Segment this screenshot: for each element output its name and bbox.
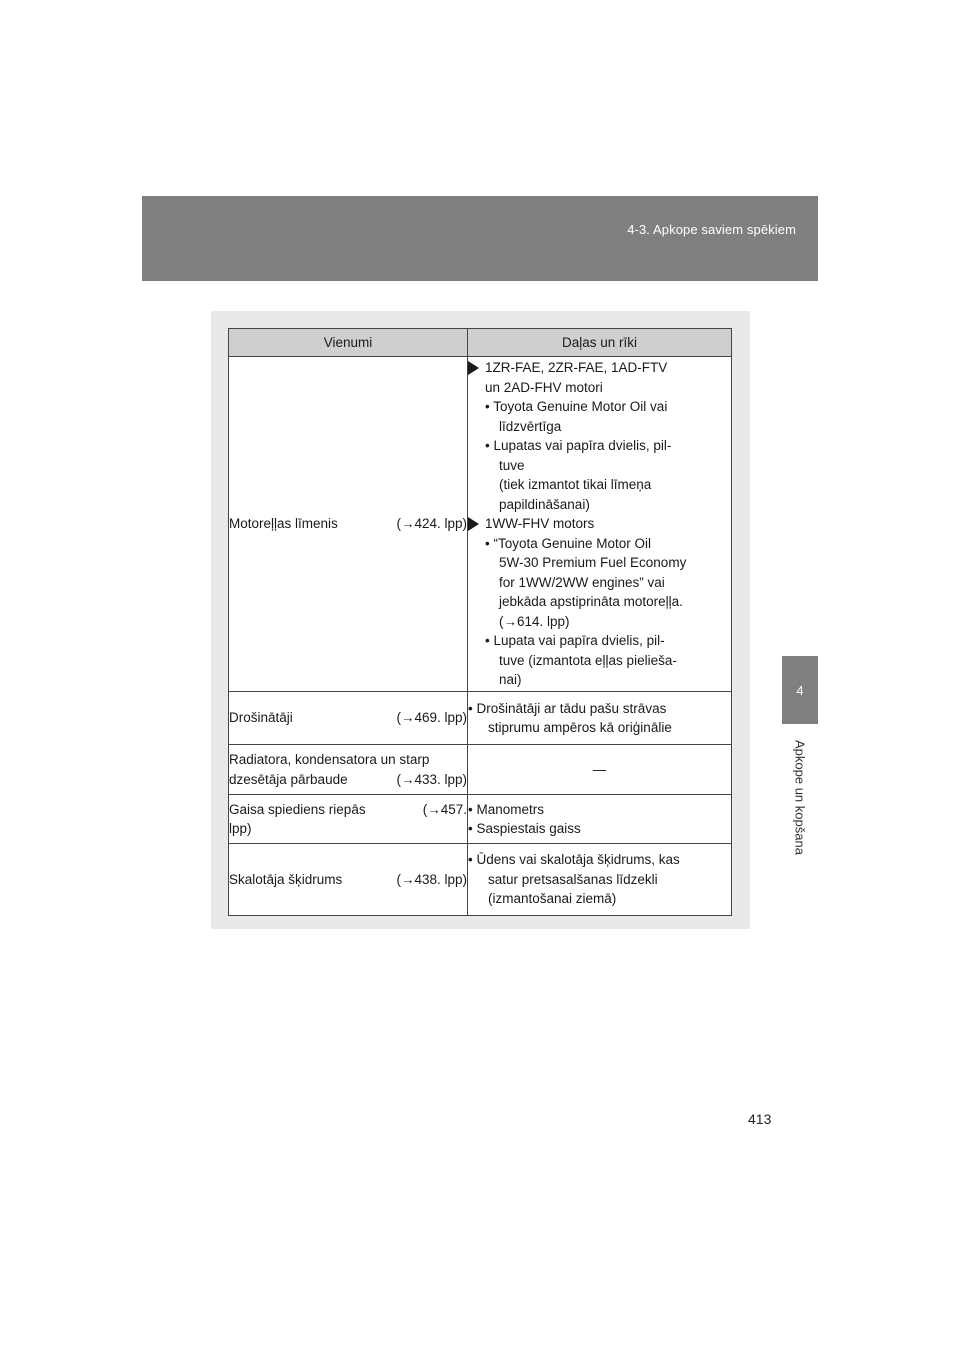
page-number: 413: [748, 1111, 772, 1127]
column-header-parts: Daļas un rīki: [468, 329, 732, 357]
item-cell: [229, 357, 468, 692]
item-name: Skalotāja šķidrums: [229, 871, 343, 887]
part-bullet-cont: tuve (izmantota eļļas pielieša-: [499, 652, 677, 668]
item-name: Gaisa spiediens riepās: [229, 801, 366, 817]
table-row: [229, 692, 732, 745]
part-bullet: • Saspiestais gaiss: [468, 821, 581, 836]
part-bullet-cont: līdzvērtīga: [499, 418, 562, 434]
part-note: (tiek izmantot tikai līmeņa: [499, 477, 652, 493]
table-row: [229, 357, 732, 692]
table-header-row: [229, 329, 732, 357]
item-name: Motoreļļas līmenis: [229, 516, 338, 532]
parts-cell: [468, 795, 732, 844]
table-row: [229, 795, 732, 844]
item-cell: [229, 844, 468, 916]
part-bullet: • Lupatas vai papīra dvielis, pil-: [485, 438, 672, 454]
part-note: papildināšanai): [499, 496, 590, 512]
engine-model: 1WW-FHV motors: [485, 516, 595, 532]
item-cell: [229, 745, 468, 795]
page-reference: (→438. lpp): [396, 871, 467, 887]
engine-model-cont: un 2AD-FHV motori: [485, 379, 603, 395]
part-bullet: • Lupata vai papīra dvielis, pil-: [485, 633, 665, 649]
parts-table: [228, 328, 732, 916]
part-bullet: • “Toyota Genuine Motor Oil: [485, 535, 652, 551]
part-bullet: • Drošinātāji ar tādu pašu strāvas: [468, 700, 667, 716]
part-bullet: • Ūdens vai skalotāja šķidrums, kas: [468, 852, 680, 868]
part-bullet-cont: stiprumu ampēros kā oriģinālie: [488, 720, 672, 735]
no-parts-dash: —: [592, 761, 607, 777]
chapter-number: 4: [796, 682, 804, 698]
item-name-cont: lpp): [229, 821, 252, 836]
parts-cell: [468, 745, 732, 795]
part-bullet-cont: tuve: [499, 457, 525, 473]
item-cell: [229, 795, 468, 844]
triangle-marker-icon: [468, 517, 479, 531]
table-row: [229, 745, 732, 795]
page-reference: (→469. lpp): [396, 710, 467, 726]
chapter-label-text: Apkope un kopšana: [792, 739, 808, 855]
part-bullet-cont: (→614. lpp): [499, 613, 570, 629]
table-row: [229, 844, 732, 916]
part-bullet: • Manometrs: [468, 801, 544, 817]
item-name-cont: dzesētāja pārbaude: [229, 771, 348, 787]
part-bullet-cont: (izmantošanai ziemā): [488, 891, 617, 907]
parts-cell: [468, 692, 732, 745]
item-name: Radiatora, kondensatora un starp: [229, 752, 430, 767]
page-reference: (→424. lpp): [396, 516, 467, 532]
section-title: 4-3. Apkope saviem spēkiem: [627, 222, 796, 237]
column-header-items: Vienumi: [229, 329, 468, 357]
item-cell: [229, 692, 468, 745]
triangle-marker-icon: [468, 361, 479, 375]
page-reference: (→433. lpp): [396, 771, 467, 787]
part-bullet-cont: nai): [499, 672, 522, 688]
part-bullet-cont: for 1WW/2WW engines” vai: [499, 574, 665, 590]
parts-cell: [468, 357, 732, 692]
part-bullet: • Toyota Genuine Motor Oil vai: [485, 399, 668, 415]
engine-model: 1ZR-FAE, 2ZR-FAE, 1AD-FTV: [485, 360, 668, 376]
chapter-label: [782, 732, 818, 862]
item-name: Drošinātāji: [229, 710, 293, 726]
section-header: [142, 196, 818, 281]
chapter-tab: [782, 656, 818, 724]
part-bullet-cont: satur pretsasalšanas līdzekli: [488, 871, 658, 887]
part-bullet-cont: jebkāda apstiprināta motoreļļa.: [499, 594, 683, 610]
page-reference: (→457.: [422, 801, 467, 817]
parts-cell: [468, 844, 732, 916]
part-bullet-cont: 5W-30 Premium Fuel Economy: [499, 555, 687, 571]
